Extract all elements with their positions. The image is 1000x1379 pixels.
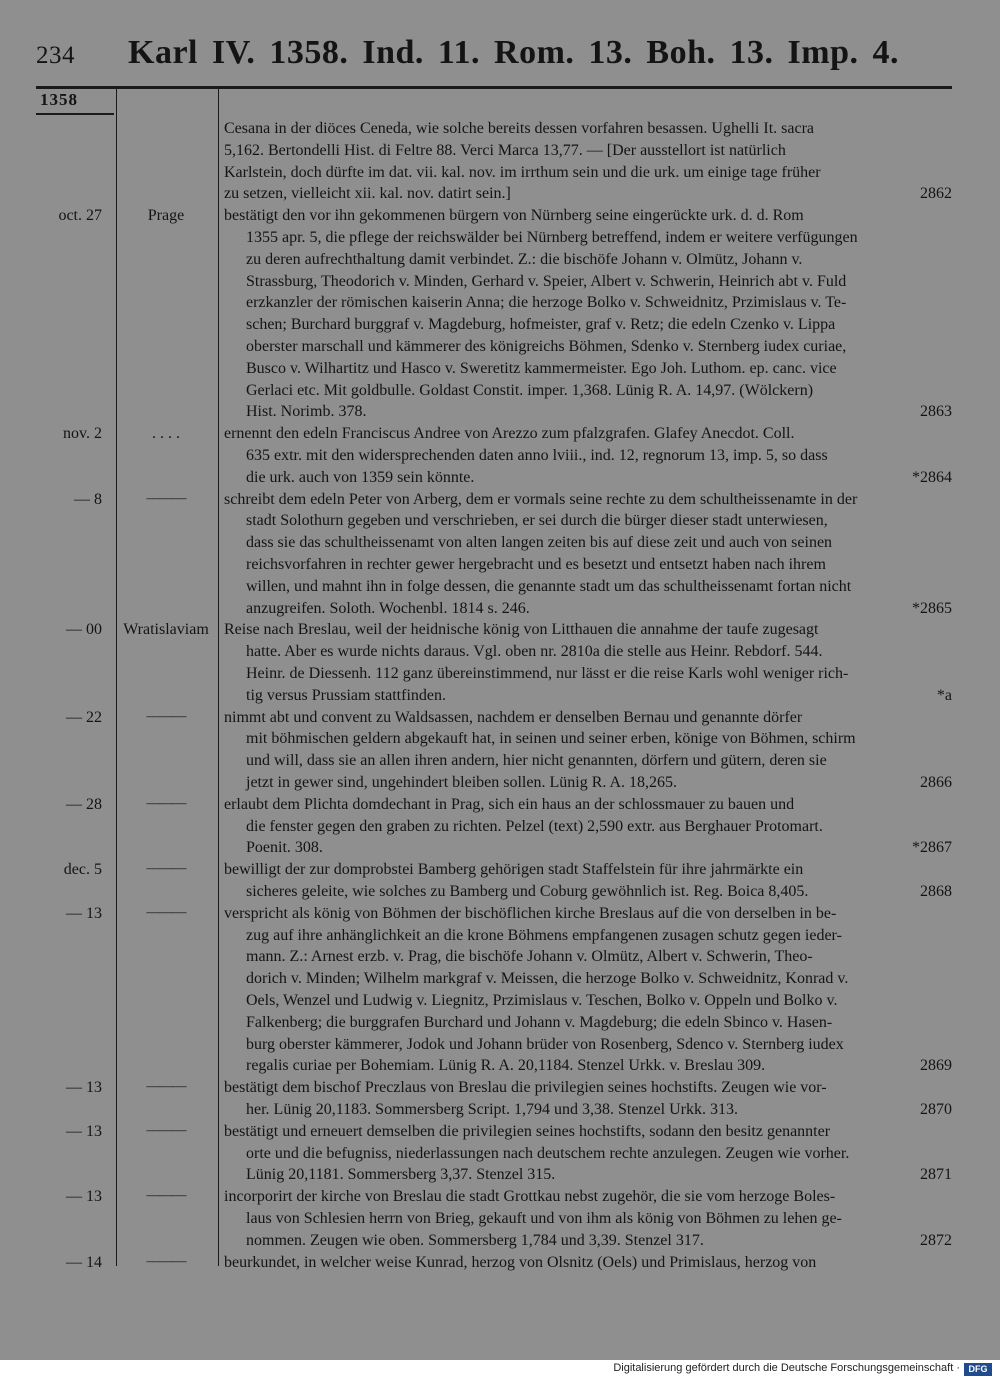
entry-text-line: 635 extr. mit den widersprechenden daten anno lviii., ind. 12, regnorum 13, imp. 5, so dass [246,446,828,464]
entry-place: . . . . [152,425,180,443]
entry-place: Prage [147,207,185,225]
entry-place: ——— [146,904,186,920]
entry-date: nov. 2 [63,425,102,443]
entry-number: 2862 [920,185,952,203]
entry-date: — 13 [66,904,102,922]
entry-text-line: Strassburg, Theodorich v. Minden, Gerhard v. Speier, Albert v. Schwerin, Heinrich abt v. Fuld [246,272,847,290]
entry-text-line: bestätigt und erneuert demselben die privilegien seines hochstifts, sodann den besitz genannter [224,1122,831,1140]
entry-place: ——— [146,1122,186,1138]
entry-number: *2867 [912,839,952,857]
top-rule [36,86,952,89]
entry-text-line: Poenit. 308. *2867 [224,837,952,859]
entry-date: dec. 5 [63,861,102,879]
footer-credit: Digitalisierung gefördert durch die Deutsche Forschungsgemeinschaft · [613,1362,960,1374]
regest-entry [224,489,952,620]
entry-text-line: 1355 apr. 5, die pflege der reichswälder bei Nürnberg betreffend, indem er weitere verfügungen [246,228,858,246]
entry-text-line: mann. Z.: Arnest erzb. v. Prag, die bischöfe Johann v. Olmütz, Albert v. Schwerin, Theo- [246,948,813,966]
entry-place: ——— [146,708,186,724]
dfg-logo-icon: DFG [964,1363,992,1376]
page-header [36,34,976,74]
entry-text-line: nommen. Zeugen wie oben. Sommersberg 1,784 und 3,39. Stenzel 317. 2872 [224,1230,952,1252]
entry-place: ——— [146,1079,186,1095]
entry-place: ——— [146,795,186,811]
page-number: 234 [36,42,75,69]
entry-place: ——— [146,1188,186,1204]
entry-text-line: bestätigt den vor ihn gekommenen bürgern von Nürnberg seine eingerückte urk. d. d. Rom [224,207,804,225]
entry-text-line: erzkanzler der römischen kaiserin Anna; die herzoge Bolko v. Schweidnitz, Przimislaus v. Te- [246,294,847,312]
entry-text-line: 5,162. Bertondelli Hist. di Feltre 88. Verci Marca 13,77. — [Der ausstellort ist natürlich [224,141,786,159]
entry-date: — 13 [66,1188,102,1206]
regest-entry [224,423,952,488]
entry-number: 2871 [920,1166,952,1184]
entry-text-line: schreibt dem edeln Peter von Arberg, dem er vormals seine rechte zu dem schultheissenamte in der [224,490,858,508]
entry-text-line: verspricht als könig von Böhmen der bischöflichen kirche Breslaus auf die von derselben in be- [224,904,837,922]
entry-number: *2864 [912,468,952,486]
entry-place: ——— [146,861,186,877]
entry-number: 2870 [920,1100,952,1118]
entry-text-line: bestätigt dem bischof Preczlaus von Breslau die privilegien seines hochstifts. Zeugen wie vor- [224,1079,827,1097]
entry-text-line: burg oberster kämmerer, Jodok und Johann brüder von Rosenberg, Sdenco v. Sternberg iudex [246,1035,844,1053]
entry-text-line: bewilligt der zur domprobstei Bamberg gehörigen stadt Staffelstein für ihre jahrmärkte ein [224,861,804,879]
entry-text-line: her. Lünig 20,1183. Sommersberg Script. 1,794 und 3,38. Stenzel Urkk. 313. 2870 [224,1099,952,1121]
year-label: 1358 [40,90,78,109]
entry-text-line: hatte. Aber es wurde nichts daraus. Vgl. oben nr. 2810a die stelle aus Heinr. Rebdorf. 544. [246,643,823,661]
entry-text-line: Hist. Norimb. 378. 2863 [224,401,952,423]
year-underline [36,113,114,115]
entry-text-line: mit böhmischen geldern abgekauft hat, in seinen und seiner erben, könige von Böhmen, schirm [246,730,856,748]
entry-text-line: die urk. auch von 1359 sein könnte. *2864 [224,467,952,489]
entry-text-line: Lünig 20,1181. Sommersberg 3,37. Stenzel 315. 2871 [224,1164,952,1186]
entry-text-line: nimmt abt und convent zu Waldsassen, nachdem er denselben Bernau und genannte dörfer [224,708,803,726]
entry-text-line: Busco v. Wilhartitz und Hasco v. Sweretitz kammermeister. Ego Joh. Luthom. ep. canc. vice [246,359,837,377]
entry-text-line: orte und die befugniss, niederlassungen nach deutschem rechte anzulegen. Zeugen wie vorher. [246,1144,850,1162]
entry-number: 2863 [920,403,952,421]
entry-text-line: beurkundet, in welcher weise Kunrad, herzog von Olsnitz (Oels) und Primislaus, herzog von [224,1253,817,1271]
regest-entry [224,619,952,706]
regest-entry [224,118,952,205]
entry-text-line: incorporirt der kirche von Breslau die stadt Grottkau nebst zugehör, die sie vom herzoge Boles- [224,1188,836,1206]
entry-number: 2869 [920,1057,952,1075]
regest-entry [224,1186,952,1251]
entry-text-line: Cesana in der diöces Ceneda, wie solche bereits dessen vorfahren besassen. Ughelli It. sacra [224,120,815,137]
entry-text-line: ernennt den edeln Franciscus Andree von Arezzo zum pfalzgrafen. Glafey Anecdot. Coll. [224,425,795,443]
entry-text-line: und will, dass sie an allen ihren andern, hier nicht genannten, dörfern und gütern, deren sie [246,752,827,770]
entry-text-line: Karlstein, doch dürfte im dat. vii. kal. nov. im irrthum sein und die urk. um einige tage früher [224,163,821,181]
entry-date: — 13 [66,1122,102,1140]
entry-date: oct. 27 [58,207,102,225]
entry-number: 2866 [920,773,952,791]
regest-entry [224,859,952,903]
entry-number: *a [936,686,952,704]
regest-entry [224,707,952,794]
entry-text-line: jetzt in gewer sind, ungehindert bleiben sollen. Lünig R. A. 18,265. 2866 [224,772,952,794]
regest-entry [224,1121,952,1186]
entry-text-line: dorich v. Minden; Wilhelm markgraf v. Meissen, die herzoge Bolko v. Schweidnitz, Konrad v. [246,970,849,988]
entry-text-line: schen; Burchard burggraf v. Magdeburg, hofmeister, graf v. Retz; die edeln Czenko v. Lippa [246,316,836,334]
entry-text-line: die fenster gegen den graben zu richten. Pelzel (text) 2,590 extr. aus Berghauer Protomart. [246,817,823,835]
entry-text-line: zu deren aufrechthaltung damit verbindet. Z.: die bischöfe Johann v. Olmütz, Johann v. [246,250,803,268]
entry-text-line: Heinr. de Diessenh. 112 ganz übereinstimmend, nur lässt er die reise Karls wohl weniger rich- [246,664,849,682]
entry-text-line: willen, und mahnt ihn in folge dessen, die genannte stadt um das schultheissenamt fortan nicht [246,577,852,595]
regest-entry [224,1077,952,1121]
footer [0,1360,1000,1379]
entry-number: *2865 [912,599,952,617]
regest-entry [224,903,952,1077]
entry-place: ——— [146,1253,186,1269]
entry-text-line: dass sie das schultheissenamt von alten langen zeiten bis auf diese zeit und auch von seinen [246,534,833,552]
running-head: Karl IV. 1358. Ind. 11. Rom. 13. Boh. 13. Imp. 4. [128,34,899,71]
regest-entry [224,794,952,859]
entry-text-line: stadt Solothurn gegeben und verschrieben, er sei durch die bürger dieser stadt unterwiesen, [246,512,828,530]
entry-text-line: Gerlaci etc. Mit goldbulle. Goldast Constit. imper. 1,368. Lünig R. A. 14,97. (Wölckern) [246,381,814,399]
entry-place: Wratislaviam [123,621,209,639]
entry-text-line: Reise nach Breslau, weil der heidnische könig von Litthauen die annahme der taufe zugesagt [224,621,819,639]
entry-date: — 22 [66,708,102,726]
entry-text-line: laus von Schlesien herrn von Brieg, gekauft und von ihm als könig von Böhmen zu lehen ge- [246,1209,842,1227]
entry-text-line: zu setzen, vielleicht xii. kal. nov. datirt sein.] 2862 [224,183,952,205]
entry-text-line: oberster marschall und kämmerer des königreichs Böhmen, Sdenko v. Sternberg iudex curiae, [246,337,847,355]
regest-entry [224,205,952,423]
entry-text-line: Oels, Wenzel und Ludwig v. Liegnitz, Przimislaus v. Teschen, Bolko v. Oppeln und Bolko v. [246,991,838,1009]
entry-text-line: zug auf ihre anhänglichkeit an die krone Böhmens empfangenen zusagen schutz gegen ieder- [246,926,842,944]
entry-number: 2872 [920,1231,952,1249]
entry-text-line: anzugreifen. Soloth. Wochenbl. 1814 s. 246. *2865 [224,598,952,620]
entry-text-line: Falkenberg; die burggrafen Burchard und Johann v. Magdeburg; die edeln Sbinco v. Hasen- [246,1013,833,1031]
entry-number: 2868 [920,882,952,900]
column-divider-place [218,88,219,1266]
entry-date: — 14 [66,1253,102,1271]
entry-text-line: reichsvorfahren in rechter gewer hergebracht und es besetzt und entsetzt haben nach ihrem [246,555,826,573]
entry-date: — 8 [74,490,102,508]
entry-text-line: tig versus Prussiam stattfinden. *a [224,685,952,707]
entry-date: — 13 [66,1079,102,1097]
entry-text-line: sicheres geleite, wie solches zu Bamberg und Coburg gewöhnlich ist. Reg. Boica 8,405. 2868 [224,881,952,903]
entry-text-line: erlaubt dem Plichta domdechant in Prag, sich ein haus an der schlossmauer zu bauen und [224,795,795,813]
regest-entry [224,1252,952,1274]
entry-date: — 28 [66,795,102,813]
entry-place: ——— [146,490,186,506]
entry-date: — 00 [66,621,102,639]
entry-text-line: regalis curiae per Bohemiam. Lünig R. A. 20,1184. Stenzel Urkk. v. Breslau 309. 2869 [224,1055,952,1077]
